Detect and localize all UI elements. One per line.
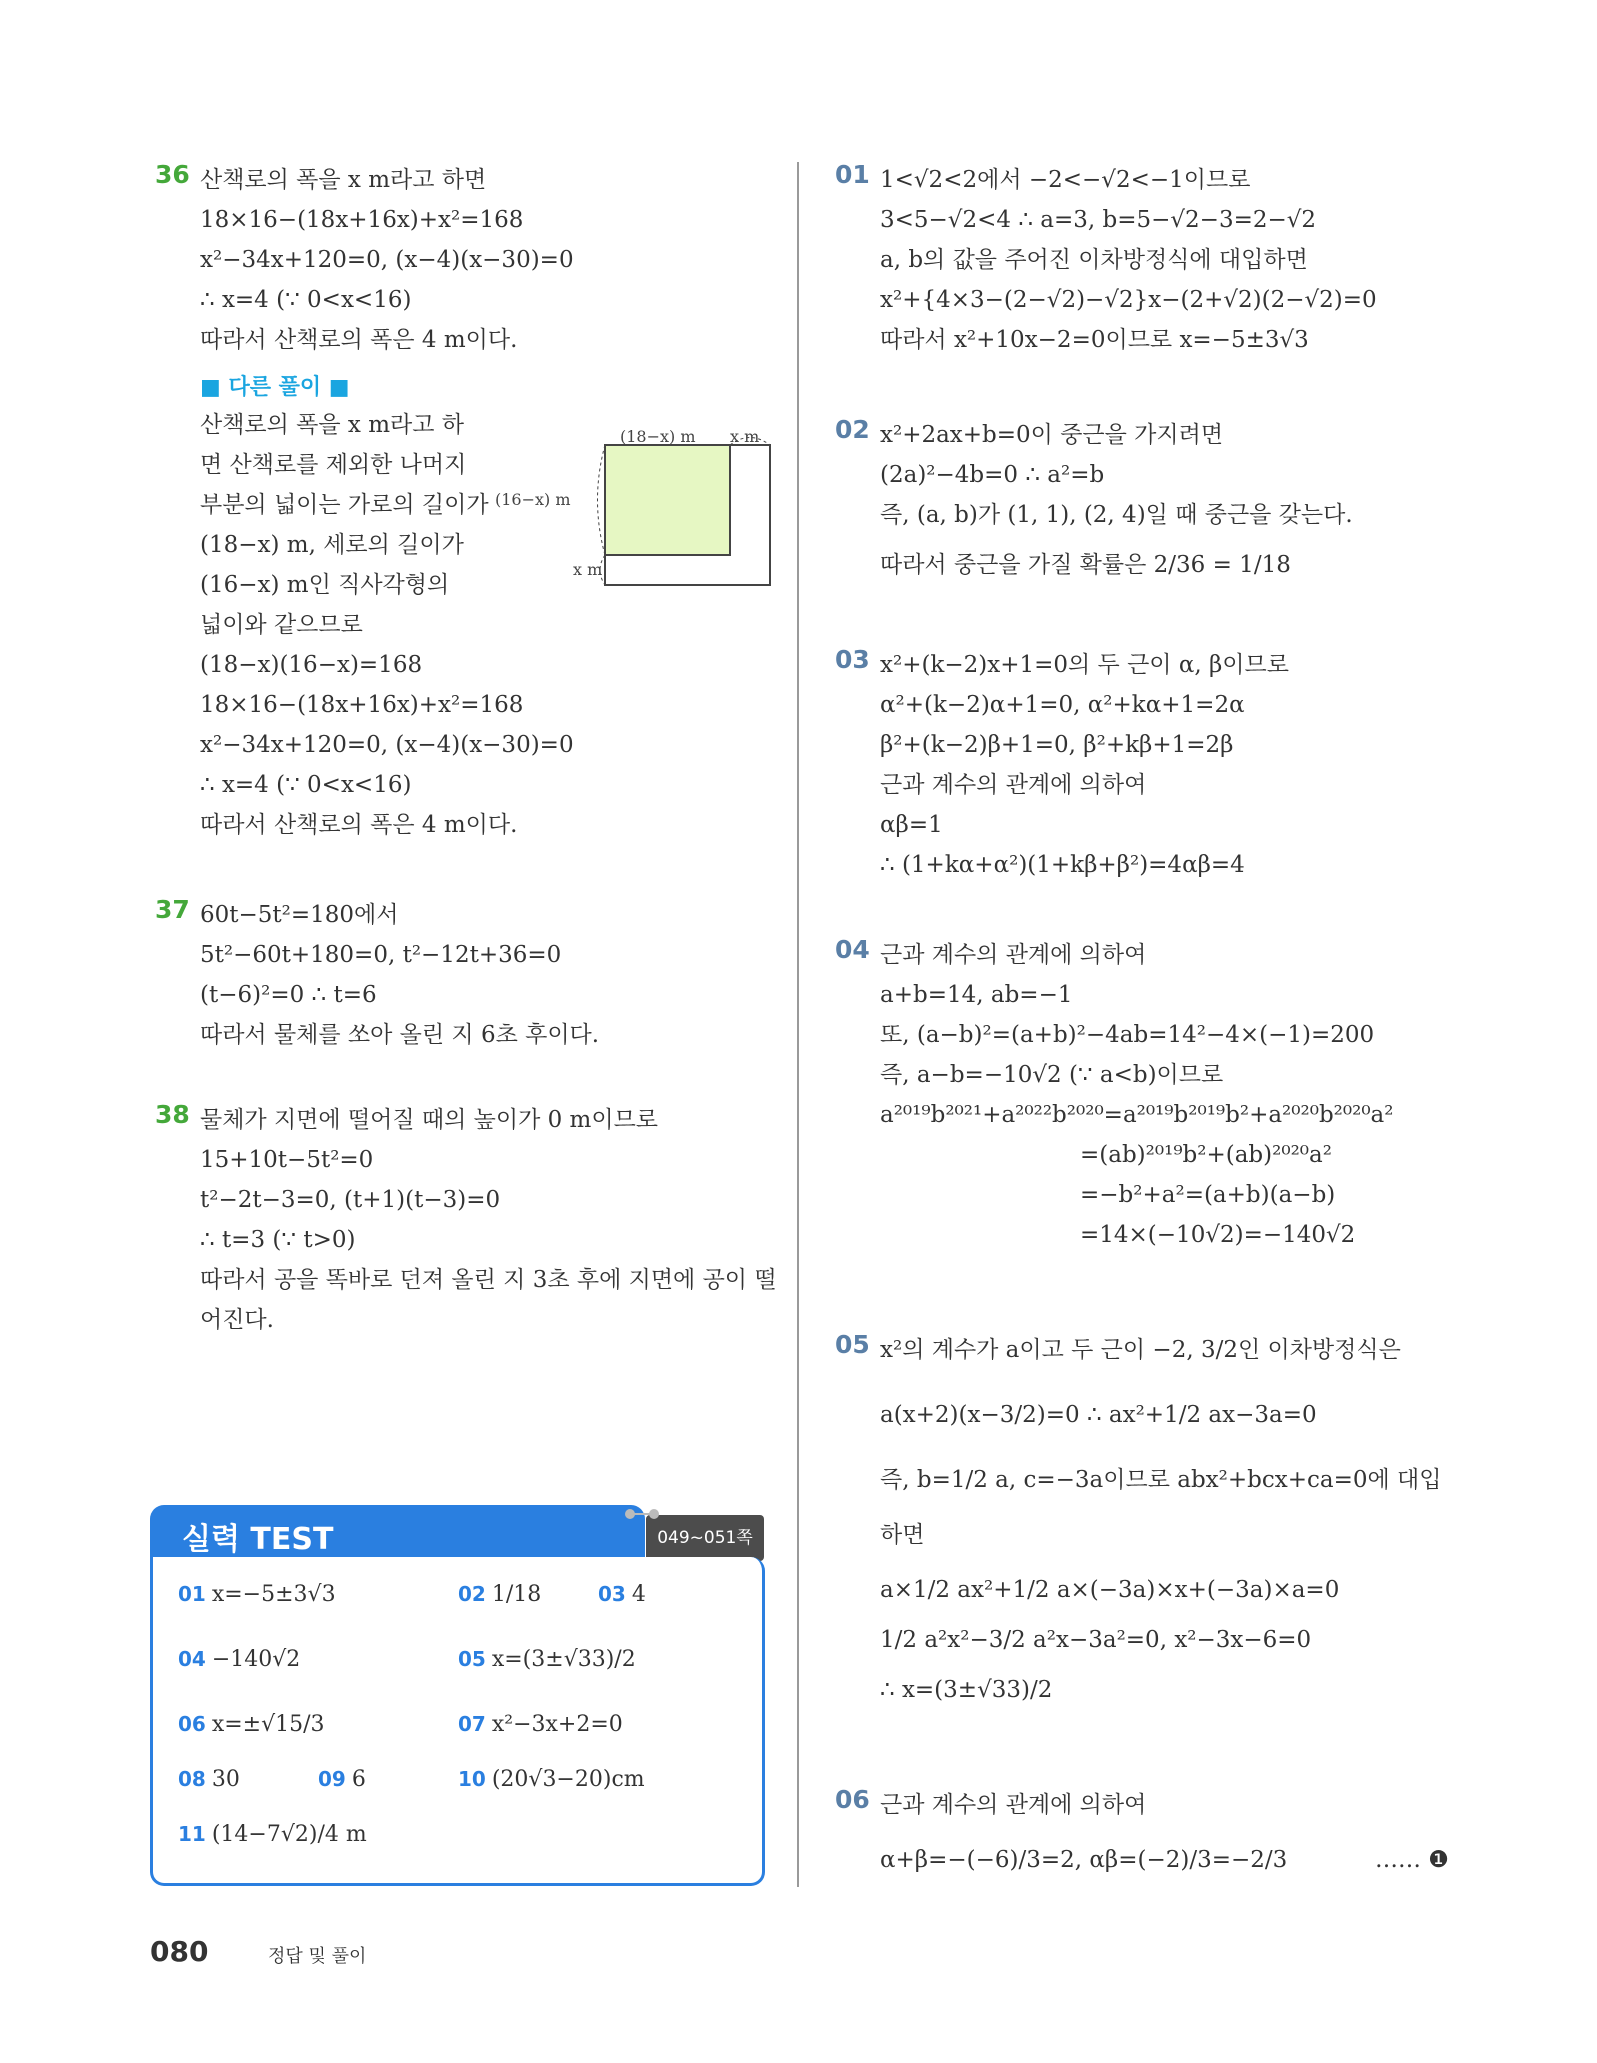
solution-line: (16−x) m인 직사각형의 [200, 572, 450, 598]
problem-number: 01 [835, 160, 870, 189]
solution-line: α+β=−(−6)/3=2, αβ=(−2)/3=−2/3 [880, 1847, 1288, 1873]
label-top: (18−x) m [620, 430, 696, 446]
problem-number: 38 [155, 1100, 190, 1129]
solution-line: ∴ x=(3±√33)/2 [880, 1677, 1053, 1703]
solution-line: a²⁰¹⁹b²⁰²¹+a²⁰²²b²⁰²⁰=a²⁰¹⁹b²⁰¹⁹b²+a²⁰²⁰b²⁰²⁰a² [880, 1102, 1394, 1128]
label-top-right: x m [730, 430, 760, 446]
step-marker: …… ❶ [1375, 1847, 1449, 1873]
column-divider [797, 162, 799, 1887]
solution-line: 1<√2<2에서 −2<−√2<−1이므로 [880, 167, 1251, 193]
solution-line: 따라서 물체를 쏘아 올린 지 6초 후이다. [200, 1022, 600, 1048]
answer-item: 02 1/18 [458, 1582, 542, 1607]
solution-line: a×1/2 ax²+1/2 a×(−3a)×x+(−3a)×a=0 [880, 1577, 1340, 1603]
problem-number: 05 [835, 1330, 870, 1359]
footer-label: 정답 및 풀이 [268, 1946, 367, 1967]
solution-line: =−b²+a²=(a+b)(a−b) [1080, 1182, 1336, 1208]
solution-line: α²+(k−2)α+1=0, α²+kα+1=2α [880, 692, 1245, 718]
solution-line: x²+(k−2)x+1=0의 두 근이 α, β이므로 [880, 652, 1289, 678]
solution-line: 18×16−(18x+16x)+x²=168 [200, 692, 524, 718]
answer-item: 08 30 [178, 1767, 240, 1792]
solution-line: 근과 계수의 관계에 의하여 [880, 942, 1147, 968]
solution-line: ∴ x=4 (∵ 0<x<16) [200, 287, 412, 313]
label-left: (16−x) m [495, 490, 571, 509]
solution-line: 따라서 산책로의 폭은 4 m이다. [200, 812, 518, 838]
solution-line: 물체가 지면에 떨어질 때의 높이가 0 m이므로 [200, 1107, 659, 1133]
problem-number: 06 [835, 1785, 870, 1814]
solution-line: 3<5−√2<4 ∴ a=3, b=5−√2−3=2−√2 [880, 207, 1317, 233]
solution-line: αβ=1 [880, 812, 943, 838]
problem-number: 03 [835, 645, 870, 674]
test-title: 실력 TEST [182, 1522, 334, 1557]
solution-line: a(x+2)(x−3/2)=0 ∴ ax²+1/2 ax−3a=0 [880, 1402, 1317, 1428]
solution-line: 따라서 중근을 가질 확률은 2/36 = 1/18 [880, 552, 1291, 578]
solution-line: 1/2 a²x²−3/2 a²x−3a²=0, x²−3x−6=0 [880, 1627, 1312, 1653]
solution-line: 18×16−(18x+16x)+x²=168 [200, 207, 524, 233]
answer-item: 05 x=(3±√33)/2 [458, 1647, 636, 1672]
alt-solution-title: ■ 다른 풀이 ■ [200, 375, 350, 400]
answer-item: 10 (20√3−20)cm [458, 1767, 645, 1792]
answer-item: 06 x=±√15/3 [178, 1712, 325, 1737]
test-answers [150, 1557, 765, 1886]
problem-number: 37 [155, 895, 190, 924]
problem-number: 04 [835, 935, 870, 964]
solution-line: a+b=14, ab=−1 [880, 982, 1073, 1008]
solution-line: 15+10t−5t²=0 [200, 1147, 374, 1173]
solution-line: 즉, b=1/2 a, c=−3a이므로 abx²+bcx+ca=0에 대입 [880, 1467, 1442, 1493]
solution-line: 즉, a−b=−10√2 (∵ a<b)이므로 [880, 1062, 1224, 1088]
answer-item: 09 6 [318, 1767, 366, 1792]
clip-icon [624, 1507, 660, 1521]
page-number: 080 [150, 1935, 209, 1968]
solution-line: 산책로의 폭을 x m라고 하면 [200, 167, 487, 193]
solution-line: 5t²−60t+180=0, t²−12t+36=0 [200, 942, 562, 968]
solution-line: ∴ (1+kα+α²)(1+kβ+β²)=4αβ=4 [880, 852, 1245, 878]
solution-line: 또, (a−b)²=(a+b)²−4ab=14²−4×(−1)=200 [880, 1022, 1375, 1048]
solution-line: x²+2ax+b=0이 중근을 가지려면 [880, 422, 1224, 448]
solution-line: 60t−5t²=180에서 [200, 902, 399, 928]
solution-line: 어진다. [200, 1307, 274, 1333]
solution-line: ∴ t=3 (∵ t>0) [200, 1227, 356, 1253]
problem-number: 36 [155, 160, 190, 189]
solution-line: 산책로의 폭을 x m라고 하 [200, 412, 464, 438]
solution-line: (t−6)²=0 ∴ t=6 [200, 982, 377, 1008]
page-range-badge: 049~051쪽 [646, 1515, 764, 1561]
solution-line: 따라서 x²+10x−2=0이므로 x=−5±3√3 [880, 327, 1309, 353]
answer-item: 04 −140√2 [178, 1647, 301, 1672]
solution-line: 근과 계수의 관계에 의하여 [880, 1792, 1147, 1818]
solution-line: x²−34x+120=0, (x−4)(x−30)=0 [200, 247, 574, 273]
answer-item: 03 4 [598, 1582, 646, 1607]
solution-line: 즉, (a, b)가 (1, 1), (2, 4)일 때 중근을 갖는다. [880, 502, 1353, 528]
solution-line: 따라서 공을 똑바로 던져 올린 지 3초 후에 지면에 공이 떨 [200, 1267, 777, 1293]
solution-line: 하면 [880, 1522, 925, 1548]
solution-line: (18−x) m, 세로의 길이가 [200, 532, 464, 558]
answer-item: 07 x²−3x+2=0 [458, 1712, 623, 1737]
answer-test-box [150, 1505, 765, 1890]
solution-line: 넓이와 같으므로 [200, 612, 363, 638]
answer-item: 11 (14−7√2)/4 m [178, 1822, 367, 1847]
walkway-figure [495, 430, 775, 615]
inner-rect [605, 445, 730, 555]
problem-number: 02 [835, 415, 870, 444]
solution-line: 근과 계수의 관계에 의하여 [880, 772, 1147, 798]
solution-line: =14×(−10√2)=−140√2 [1080, 1222, 1356, 1248]
test-header [150, 1505, 645, 1557]
solution-line: x²−34x+120=0, (x−4)(x−30)=0 [200, 732, 574, 758]
solution-line: 부분의 넓이는 가로의 길이가 [200, 492, 489, 518]
solution-line: x²+{4×3−(2−√2)−√2}x−(2+√2)(2−√2)=0 [880, 287, 1377, 313]
solution-line: =(ab)²⁰¹⁹b²+(ab)²⁰²⁰a² [1080, 1142, 1332, 1168]
solution-line: 면 산책로를 제외한 나머지 [200, 452, 467, 478]
solution-line: (2a)²−4b=0 ∴ a²=b [880, 462, 1105, 488]
answer-item: 01 x=−5±3√3 [178, 1582, 336, 1607]
label-bottom-left: x m [573, 560, 603, 579]
solution-line: ∴ x=4 (∵ 0<x<16) [200, 772, 412, 798]
solution-line: 따라서 산책로의 폭은 4 m이다. [200, 327, 518, 353]
solution-line: (18−x)(16−x)=168 [200, 652, 423, 678]
brace-left [598, 445, 606, 555]
solution-line: a, b의 값을 주어진 이차방정식에 대입하면 [880, 247, 1308, 273]
solution-line: x²의 계수가 a이고 두 근이 −2, 3/2인 이차방정식은 [880, 1337, 1401, 1363]
solution-line: β²+(k−2)β+1=0, β²+kβ+1=2β [880, 732, 1234, 758]
solution-line: t²−2t−3=0, (t+1)(t−3)=0 [200, 1187, 501, 1213]
